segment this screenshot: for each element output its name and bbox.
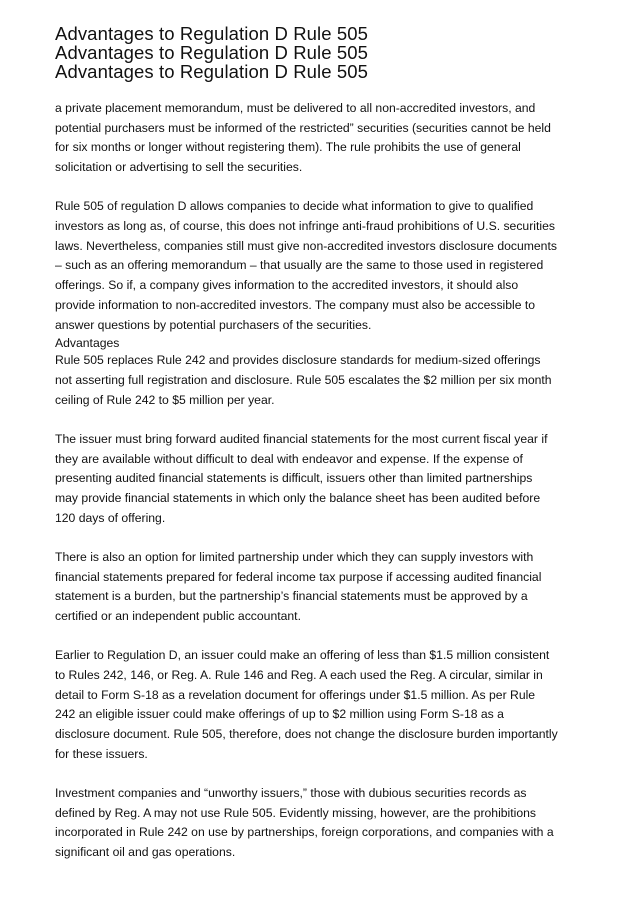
text-line: answer questions by potential purchasers of the securities. xyxy=(55,317,372,332)
page-title: Advantages to Regulation D Rule 505 xyxy=(55,23,369,44)
text-line: for six months or longer without registering them). The rule prohibits the use of general xyxy=(55,140,521,155)
text-line: potential purchasers must be informed of the restricted” securities (securities cannot be held xyxy=(55,120,551,135)
text-line: financial statements prepared for federal income tax purpose if accessing audited financial xyxy=(55,569,542,584)
text-line: certified or an independent public accountant. xyxy=(55,608,301,623)
text-line: a private placement memorandum, must be delivered to all non-accredited investors, and xyxy=(55,101,536,115)
text-line: The issuer must bring forward audited financial statements for the most current fiscal year if xyxy=(55,431,548,446)
text-line: Rule 505 of regulation D allows companies to decide what information to give to qualified xyxy=(55,199,534,214)
page-title: Advantages to Regulation D Rule 505 xyxy=(55,42,369,63)
title-block xyxy=(55,24,588,81)
text-line: Earlier to Regulation D, an issuer could make an offering of less than $1.5 million consistent xyxy=(55,648,550,663)
text-line: investors as long as, of course, this does not infringe anti-fraud prohibitions of U.S. securities xyxy=(55,219,555,234)
section-heading: Advantages xyxy=(55,336,120,351)
text-line: ceiling of Rule 242 to $5 million per year. xyxy=(55,392,275,407)
text-line: presenting audited financial statements is difficult, issuers other than limited partnerships xyxy=(55,471,533,486)
paragraph xyxy=(55,351,588,410)
text-line: for these issuers. xyxy=(55,746,148,761)
text-line: 242 an eligible issuer could make offerings of up to $2 million using Form S-18 as a xyxy=(55,707,504,722)
text-line: defined by Reg. A may not use Rule 505. Evidently missing, however, are the prohibitions xyxy=(55,805,537,820)
text-line: not asserting full registration and disclosure. Rule 505 escalates the $2 million per six month xyxy=(55,372,552,387)
paragraph xyxy=(55,430,588,529)
paragraph xyxy=(55,646,588,764)
paragraph xyxy=(55,784,588,863)
text-line: they are available without difficult to deal with endeavor and expense. If the expense of xyxy=(55,451,523,466)
text-line: statement is a burden, but the partnership’s financial statements must be approved by a xyxy=(55,589,528,604)
text-line: provide information to non-accredited investors. The company must also be accessible to xyxy=(55,297,536,312)
text-line: to Rules 242, 146, or Reg. A. Rule 146 and Reg. A each used the Reg. A circular, similar in xyxy=(55,667,543,682)
text-line: offerings. So if, a company gives information to the accredited investors, it should also xyxy=(55,278,519,293)
paragraph xyxy=(55,548,588,627)
paragraph xyxy=(55,197,588,335)
text-line: incorporated in Rule 242 on use by partnerships, foreign corporations, and companies with a xyxy=(55,825,554,840)
text-line: Rule 505 replaces Rule 242 and provides disclosure standards for medium-sized offerings xyxy=(55,353,541,368)
paragraph xyxy=(55,99,588,178)
page-title: Advantages to Regulation D Rule 505 xyxy=(55,61,369,82)
text-line: detail to Form S-18 as a revelation document for offerings under $1.5 million. As per Rule xyxy=(55,687,536,702)
text-line: 120 days of offering. xyxy=(55,510,166,525)
text-line: Investment companies and “unworthy issuers,” those with dubious securities records as xyxy=(55,785,527,800)
text-line: disclosure document. Rule 505, therefore, does not change the disclosure burden importantly xyxy=(55,726,558,741)
text-line: significant oil and gas operations. xyxy=(55,845,236,859)
text-line: solicitation or advertising to sell the securities. xyxy=(55,160,303,175)
text-line: – such as an offering memorandum – that usually are the same to those used in registered xyxy=(55,258,544,273)
text-line: may provide financial statements in which only the balance sheet has been audited before xyxy=(55,490,541,505)
text-line: laws. Nevertheless, companies still must give non-accredited investors disclosure documents xyxy=(55,238,557,253)
text-line: There is also an option for limited partnership under which they can supply investors with xyxy=(55,549,534,564)
